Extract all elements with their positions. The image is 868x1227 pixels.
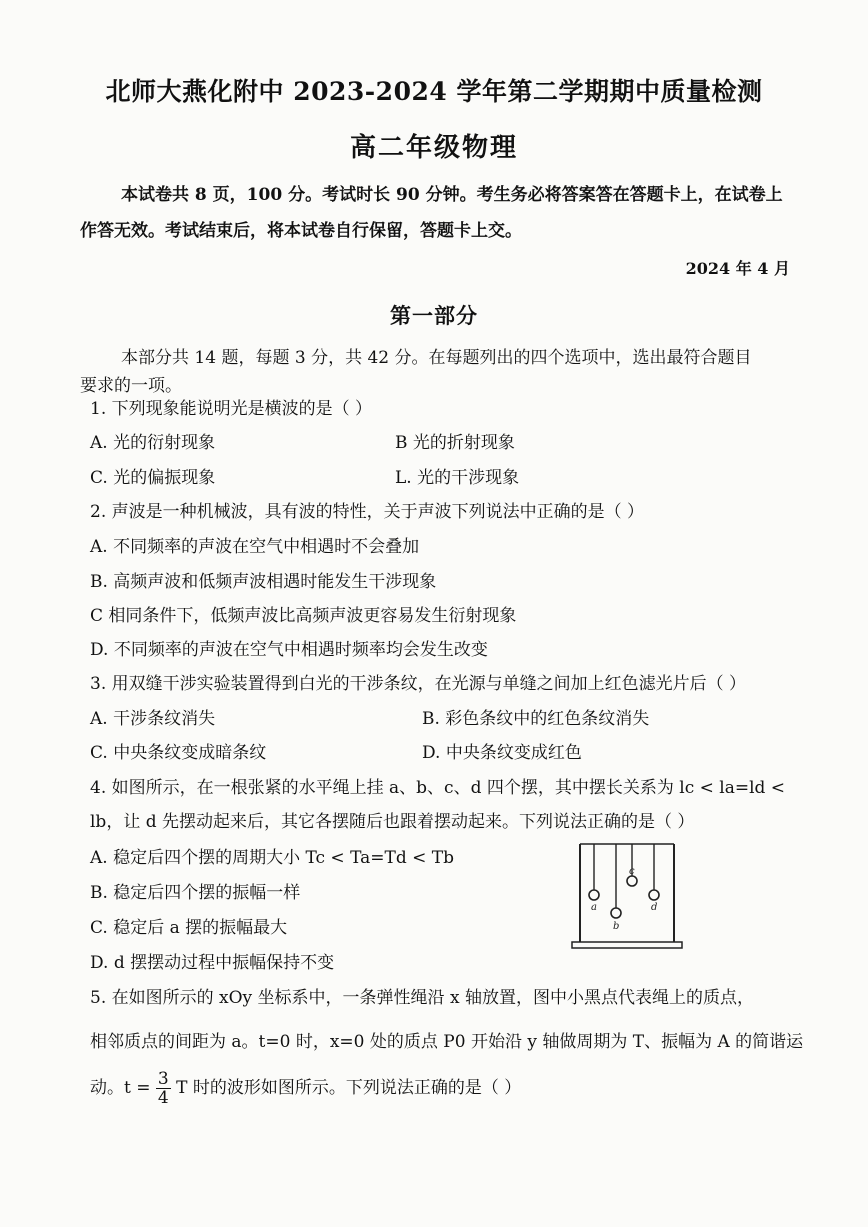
- q5-fraction-numerator: 3: [157, 1069, 169, 1089]
- q3-option-c: C. 中央条纹变成暗条纹: [90, 743, 267, 763]
- q4-option-b: B. 稳定后四个摆的振幅一样: [90, 883, 301, 903]
- pendulum-label-d: d: [651, 902, 658, 913]
- q4-option-d: D. d 摆摆动过程中振幅保持不变: [90, 953, 335, 973]
- q4-stem-line2: lb，让 d 先摆动起来后，其它各摆随后也跟着摆动起来。下列说法正确的是（ ）: [90, 812, 695, 832]
- q5-fraction: [156, 1070, 171, 1107]
- exam-notice-line2: 作答无效。考试结束后，将本试卷自行保留，答题卡上交。: [80, 221, 522, 241]
- pendulum-label-c: c: [629, 866, 635, 877]
- q3-option-b: B. 彩色条纹中的红色条纹消失: [422, 709, 650, 729]
- pendulum-a-bob: [589, 890, 599, 900]
- q2-option-b: B. 高频声波和低频声波相遇时能发生干涉现象: [90, 572, 437, 592]
- exam-notice-line1: 本试卷共 8 页，100 分。考试时长 90 分钟。考生务必将答案答在答题卡上，在试卷上: [121, 185, 783, 205]
- q4-option-a: A. 稳定后四个摆的周期大小 Tc < Ta=Td < Tb: [90, 848, 454, 868]
- part-instructions-line2: 要求的一项。: [80, 376, 182, 396]
- q5-stem-line3: [90, 1070, 521, 1107]
- q5-stem-line1: 5. 在如图所示的 xOy 坐标系中，一条弹性绳沿 x 轴放置，图中小黑点代表绳上的质点，: [90, 988, 754, 1008]
- pendulum-label-b: b: [613, 921, 620, 932]
- q1-stem: 1. 下列现象能说明光是横波的是（ ）: [90, 399, 373, 419]
- stand-base: [572, 942, 682, 948]
- exam-title: 北师大燕化附中 2023-2024 学年第二学期期中质量检测: [105, 77, 763, 106]
- q3-option-d: D. 中央条纹变成红色: [422, 743, 582, 763]
- q5-stem-line2: 相邻质点的间距为 a。t=0 时，x=0 处的质点 P0 开始沿 y 轴做周期为 T、振幅为 A 的简谐运: [90, 1032, 804, 1052]
- part-instructions-line1: 本部分共 14 题，每题 3 分，共 42 分。在每题列出的四个选项中，选出最符合题目: [121, 348, 752, 368]
- exam-date: 2024 年 4 月: [685, 259, 790, 278]
- pendulum-b-bob: [611, 908, 621, 918]
- q4-stem-line1: 4. 如图所示，在一根张紧的水平绳上挂 a、b、c、d 四个摆，其中摆长关系为 lc < la=ld <: [90, 778, 786, 798]
- q2-option-a: A. 不同频率的声波在空气中相遇时不会叠加: [90, 537, 420, 557]
- q1-option-c: C. 光的偏振现象: [90, 468, 216, 488]
- q1-option-d: L. 光的干涉现象: [395, 468, 520, 488]
- exam-subtitle: 高二年级物理: [349, 133, 518, 163]
- q5-stem-prefix: 动。t =: [90, 1078, 151, 1098]
- q1-option-a: A. 光的衍射现象: [90, 433, 216, 453]
- q5-fraction-denominator: 4: [157, 1088, 169, 1108]
- q4-option-c: C. 稳定后 a 摆的振幅最大: [90, 918, 288, 938]
- pendulum-label-a: a: [591, 902, 597, 913]
- q5-stem-suffix: T 时的波形如图所示。下列说法正确的是（ ）: [176, 1078, 522, 1098]
- q3-stem: 3. 用双缝干涉实验装置得到白光的干涉条纹，在光源与单缝之间加上红色滤光片后（ ）: [90, 674, 747, 694]
- pendulum-d-bob: [649, 890, 659, 900]
- q2-stem: 2. 声波是一种机械波，具有波的特性，关于声波下列说法中正确的是（ ）: [90, 502, 645, 522]
- q2-option-d: D. 不同频率的声波在空气中相遇时频率均会发生改变: [90, 640, 488, 660]
- q2-option-c: C 相同条件下，低频声波比高频声波更容易发生衍射现象: [90, 606, 517, 626]
- pendulum-c-bob: [627, 876, 637, 886]
- q1-option-b: B 光的折射现象: [395, 433, 515, 453]
- part-title: 第一部分: [390, 303, 478, 328]
- q3-option-a: A. 干涉条纹消失: [90, 709, 216, 729]
- pendulum-figure: [568, 838, 686, 954]
